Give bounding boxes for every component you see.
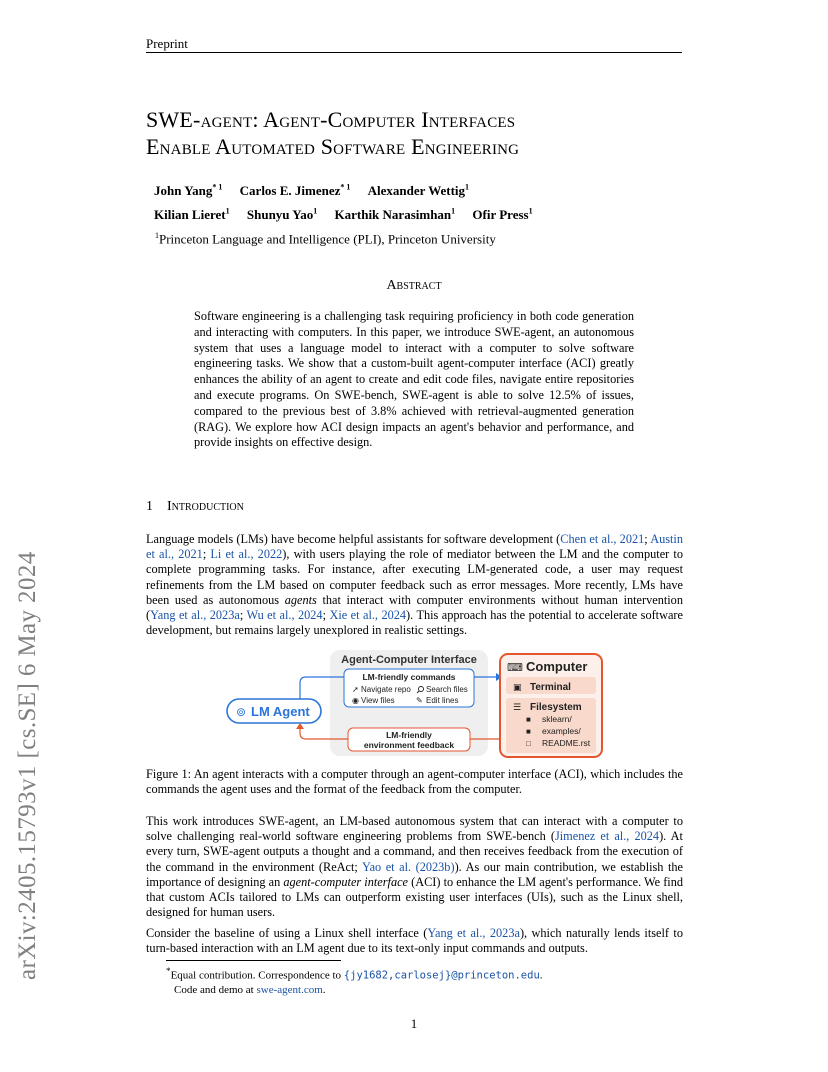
section-title: Introduction <box>167 499 244 514</box>
file-entry: examples/ <box>542 726 581 736</box>
folder-icon: ■ <box>526 715 531 724</box>
citation-link[interactable]: Li et al., 2022 <box>210 547 283 562</box>
cmd-view: View files <box>361 696 395 705</box>
cmd-search: Search files <box>426 685 468 694</box>
arxiv-identifier[interactable]: arXiv:2405.15793v1 [cs.SE] 6 May 2024 <box>14 551 41 980</box>
project-link[interactable]: swe-agent.com <box>256 983 323 996</box>
footnote-line-2: Code and demo at swe-agent.com. <box>174 983 326 996</box>
figure-1-diagram <box>226 648 604 758</box>
navigate-icon: ➚ <box>352 685 359 694</box>
authors-row-1 <box>154 183 469 199</box>
author: Shunyu Yao$^1$ <box>246 207 318 223</box>
author: Kilian Lieret$^1$ <box>154 207 230 223</box>
aci-title: Agent-Computer Interface <box>341 654 477 666</box>
affiliation: $^1$Princeton Language and Intelligence (PLI), Princeton University <box>155 231 496 247</box>
edit-icon: ✎ <box>416 696 423 705</box>
author: Ofir Press$^1$ <box>472 207 533 223</box>
author: John Yang$^{* 1}$ <box>154 183 223 199</box>
lm-agent-label: LM Agent <box>251 704 310 719</box>
intro-paragraph-3: Consider the baseline of using a Linux shell interface (Yang et al., 2023a), which naturally lends itself to turn-based interaction with an LM agent due to its text-only input commands and outputs. <box>146 926 683 956</box>
correspondence-emails[interactable]: {jy1682,carlosej}@princeton.edu <box>343 969 540 982</box>
author: Karthik Narasimhan$^1$ <box>334 207 456 223</box>
authors-row-2 <box>154 207 533 223</box>
file-entry: sklearn/ <box>542 714 572 724</box>
robot-icon: ⊚ <box>236 705 247 719</box>
file-icon: □ <box>526 739 531 748</box>
figure-caption: Figure 1: An agent interacts with a computer through an agent-computer interface (ACI), which includes the commands the agent uses and the format of the feedback from the computer. <box>146 767 683 797</box>
author: Alexander Wettig$^1$ <box>367 183 470 199</box>
footnote-line-1: *Equal contribution. Correspondence to {jy1682,carlosej}@princeton.edu. <box>166 966 543 982</box>
section-heading <box>146 499 244 515</box>
terminal-icon: ▣ <box>513 682 522 692</box>
abstract-body: Software engineering is a challenging task requiring proficiency in both code generation and interacting with computers. In this paper, we introduce SWE-agent, an autonomous system that uses a language model to interact with a computer to solve software engineering tasks. We show that a custom-built agent-computer interface (ACI) greatly enhances the ability of an agent to create and edit code files, navigate entire repositories and execute programs. On SWE-bench, SWE-agent is able to solve 12.5% of issues, compared to the previous best of 3.8% achieved with retrieval-augmented generation (RAG). We explore how ACI design impacts an agent's behavior and performance, and provide insights on effective design. <box>194 309 634 450</box>
abstract-heading: Abstract <box>386 278 442 293</box>
feedback-line-2: environment feedback <box>363 740 455 750</box>
footnote <box>166 964 543 997</box>
title-line-2: Enable Automated Software Engineering <box>146 134 520 159</box>
filesystem-label: Filesystem <box>530 702 582 713</box>
paper-title <box>146 106 706 160</box>
citation-link[interactable]: Yang et al., 2023a <box>150 608 240 623</box>
cmd-navigate: Navigate repo <box>361 685 411 694</box>
file-entry: README.rst <box>542 738 591 748</box>
terminal-label: Terminal <box>530 682 571 693</box>
computer-label: Computer <box>526 659 588 674</box>
folder-icon: ■ <box>526 727 531 736</box>
header-rule <box>146 52 682 53</box>
computer-icon: ⌨ <box>507 662 523 674</box>
citation-link[interactable]: Jimenez et al., 2024 <box>554 829 660 844</box>
citation-link[interactable]: Chen et al., 2021 <box>560 532 645 546</box>
intro-paragraph-1: Language models (LMs) have become helpful assistants for software development (Chen et al., 2021; Austin et al., 2021; Li et al., 2022), with users playing the role of mediator between the LM and the computer to complete programming tasks. For instance, after executing LM-generated code, a user may request refinements from the LM based on computer feedback such as error messages. More recently, LMs have been used as autonomous agents that interact with computer environments without human intervention (Yang et al., 2023a; Wu et al., 2024; Xie et al., 2024). This approach has the potential to accelerate software development, but remains largely unexplored in realistic settings. <box>146 532 683 638</box>
eye-icon: ◉ <box>352 696 359 705</box>
cmd-edit: Edit lines <box>426 696 459 705</box>
feedback-line-1: LM-friendly <box>386 730 432 740</box>
section-number: 1 <box>146 499 153 514</box>
page-number: 1 <box>410 1016 418 1031</box>
footnote-rule <box>166 960 341 961</box>
citation-link[interactable]: Xie et al., 2024 <box>329 608 407 623</box>
filesystem-icon: ☰ <box>513 702 522 712</box>
running-header: Preprint <box>146 36 188 51</box>
title-line-1: SWE-agent: Agent-Computer Interfaces <box>146 107 516 132</box>
citation-link[interactable]: Yang et al., 2023a <box>427 926 520 940</box>
intro-paragraph-2: This work introduces SWE-agent, an LM-based autonomous system that can interact with a computer to solve challenging real-world software engineering problems from SWE-bench (Jimenez et al., 2024). At every turn, SWE-agent outputs a thought and a command, and then receives feedback from the execution of the command in the environment (ReAct; Yao et al. (2023b)). As our main contribution, we establish the importance of designing an agent-computer interface (ACI) to enhance the LM agent's performance. We find that custom ACIs tailored to LMs can outperform existing user interfaces (UIs), such as the Linux shell, designed for human users. <box>146 814 684 920</box>
citation-link[interactable]: Austin et al., 2021 <box>146 532 683 562</box>
author: Carlos E. Jimenez$^{* 1}$ <box>239 183 351 199</box>
citation-link[interactable]: Wu et al., 2024 <box>246 608 323 623</box>
commands-title: LM-friendly commands <box>362 672 456 682</box>
citation-link[interactable]: Yao et al. (2023b) <box>361 859 455 874</box>
